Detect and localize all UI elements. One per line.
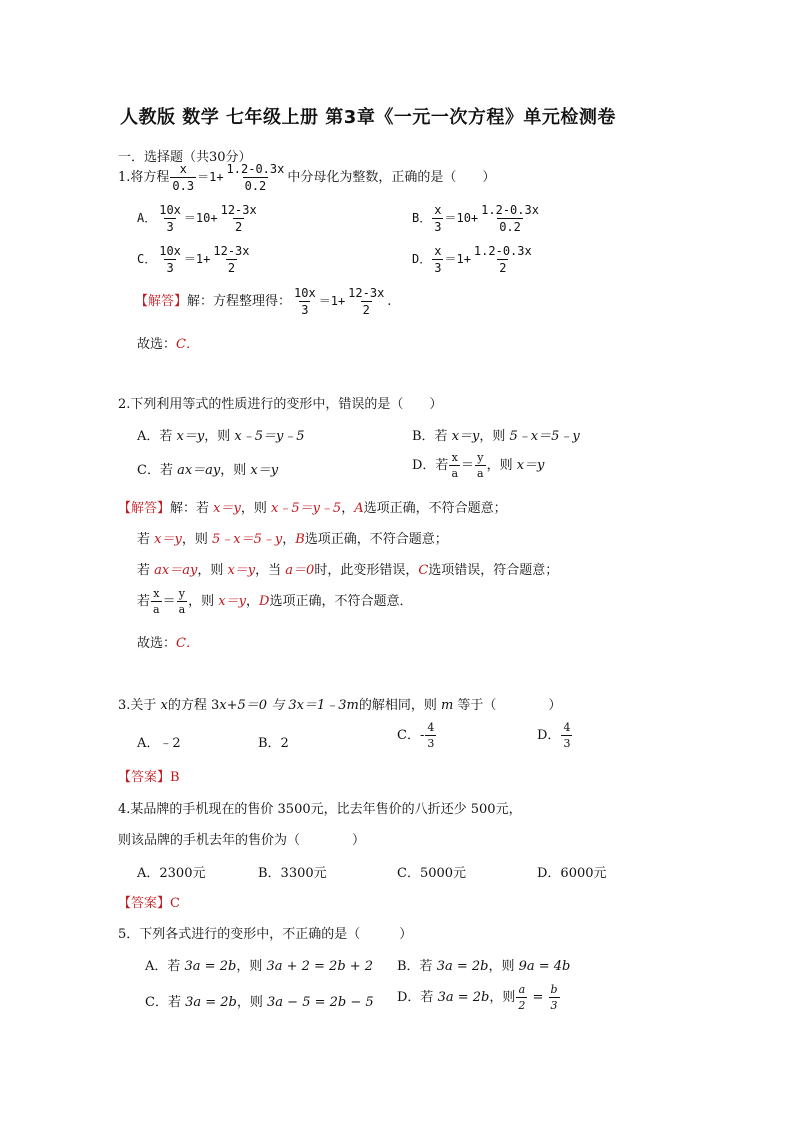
q2-option-c: C．若 ax＝ay，则 x＝y (137, 463, 279, 478)
q2-solution-line-2: 若 x＝y，则 5﹣x＝5﹣y，B选项正确，不符合题意； (137, 532, 448, 547)
q1-option-a: A． $\frac{10x}{3}$ ＝10+ $\frac{12-3x}{2}$ (137, 203, 257, 234)
page-title: 人教版 数学 七年级上册 第3章《一元一次方程》单元检测卷 (120, 107, 616, 128)
q1-solution: 【解答】解：方程整理得： $\frac{10x}{3}$ ＝1+ $\frac{12-3x}{2}$ . (135, 286, 392, 317)
question-4-stem-line-2: 则该品牌的手机去年的售价为（ ） (118, 833, 366, 848)
q1-option-b: B． $\frac{x}{3}$ ＝10+ $\frac{1.2-0.3x}{0.2}$ (412, 203, 539, 234)
q3-option-a: A．﹣2 (137, 736, 181, 751)
question-3-stem: 3.关于 x的方程 3x+5＝0 与 3x＝1﹣3m的解相同，则 m 等于（ ） (118, 698, 562, 713)
q3-answer: 【答案】B (118, 770, 180, 785)
q3-option-b: B．2 (258, 736, 289, 751)
q2-choice: 故选：C． (137, 636, 199, 651)
q2-solution-line-3: 若 ax＝ay，则 x＝y，当 a＝0时，此变形错误，C选项错误，符合题意； (137, 563, 559, 578)
q5-option-d: D．若 3a = 2b，则 $\frac{a}{2}$ = $\frac{b}{3}$ (397, 983, 558, 1012)
q4-option-b: B．3300元 (258, 866, 327, 881)
section-heading: 一．选择题（共30分） (118, 150, 252, 165)
q2-solution-line-1: 【解答】解：若 x＝y，则 x﹣5＝y﹣5，A选项正确，不符合题意； (118, 501, 507, 516)
q3-option-c: C．- $\frac{4}{3}$ (397, 721, 435, 750)
q1-option-d: D． $\frac{x}{3}$ ＝1+ $\frac{1.2-0.3x}{2}$ (412, 244, 532, 275)
q1-choice: 故选：C． (137, 337, 199, 352)
q4-option-d: D．6000元 (537, 866, 607, 881)
q1-prefix: 1.将方程 (118, 170, 170, 185)
q2-option-d: D．若 $\frac{x}{a}$ ＝ $\frac{y}{a}$ ，则 x＝y (412, 451, 545, 480)
q1-lhs-fraction: $\frac{x}{0.3}$ (172, 162, 195, 193)
question-5-stem: 5．下列各式进行的变形中，不正确的是（ ） (118, 927, 413, 942)
q5-option-c: C．若 3a = 2b，则 3a − 5 = 2b − 5 (145, 995, 374, 1010)
q1-rhs-fraction: $\frac{1.2-0.3x}{0.2}$ (226, 162, 285, 193)
q5-option-b: B．若 3a = 2b，则 9a = 4b (397, 959, 571, 974)
q3-option-d: D． $\frac{4}{3}$ (537, 721, 571, 750)
question-4-stem-line-1: 4.某品牌的手机现在的售价 3500元，比去年售价的八折还少 500元， (118, 802, 522, 817)
question-2-stem: 2.下列利用等式的性质进行的变形中，错误的是（ ） (118, 397, 443, 412)
solution-tag: 【解答】 (135, 294, 188, 309)
q2-solution-line-4: 若 $\frac{x}{a}$ ＝ $\frac{y}{a}$ ，则 x＝y，D选项正确，不符合题意． (137, 587, 413, 616)
q2-option-b: B．若 x＝y，则 5﹣x＝5﹣y (412, 429, 580, 444)
q1-option-c: C． $\frac{10x}{3}$ ＝1+ $\frac{12-3x}{2}$ (137, 244, 250, 275)
q4-option-a: A．2300元 (137, 866, 206, 881)
q4-answer: 【答案】C (118, 896, 180, 911)
q2-option-a: A．若 x＝y，则 x﹣5＝y﹣5 (137, 429, 305, 444)
q4-option-c: C．5000元 (397, 866, 467, 881)
q5-option-a: A．若 3a = 2b，则 3a + 2 = 2b + 2 (145, 959, 374, 974)
question-1-stem: 1.将方程 $\frac{x}{0.3}$ ＝1+ $\frac{1.2-0.3x}{0.2}$ 中分母化为整数，正确的是（ ） (118, 162, 496, 193)
